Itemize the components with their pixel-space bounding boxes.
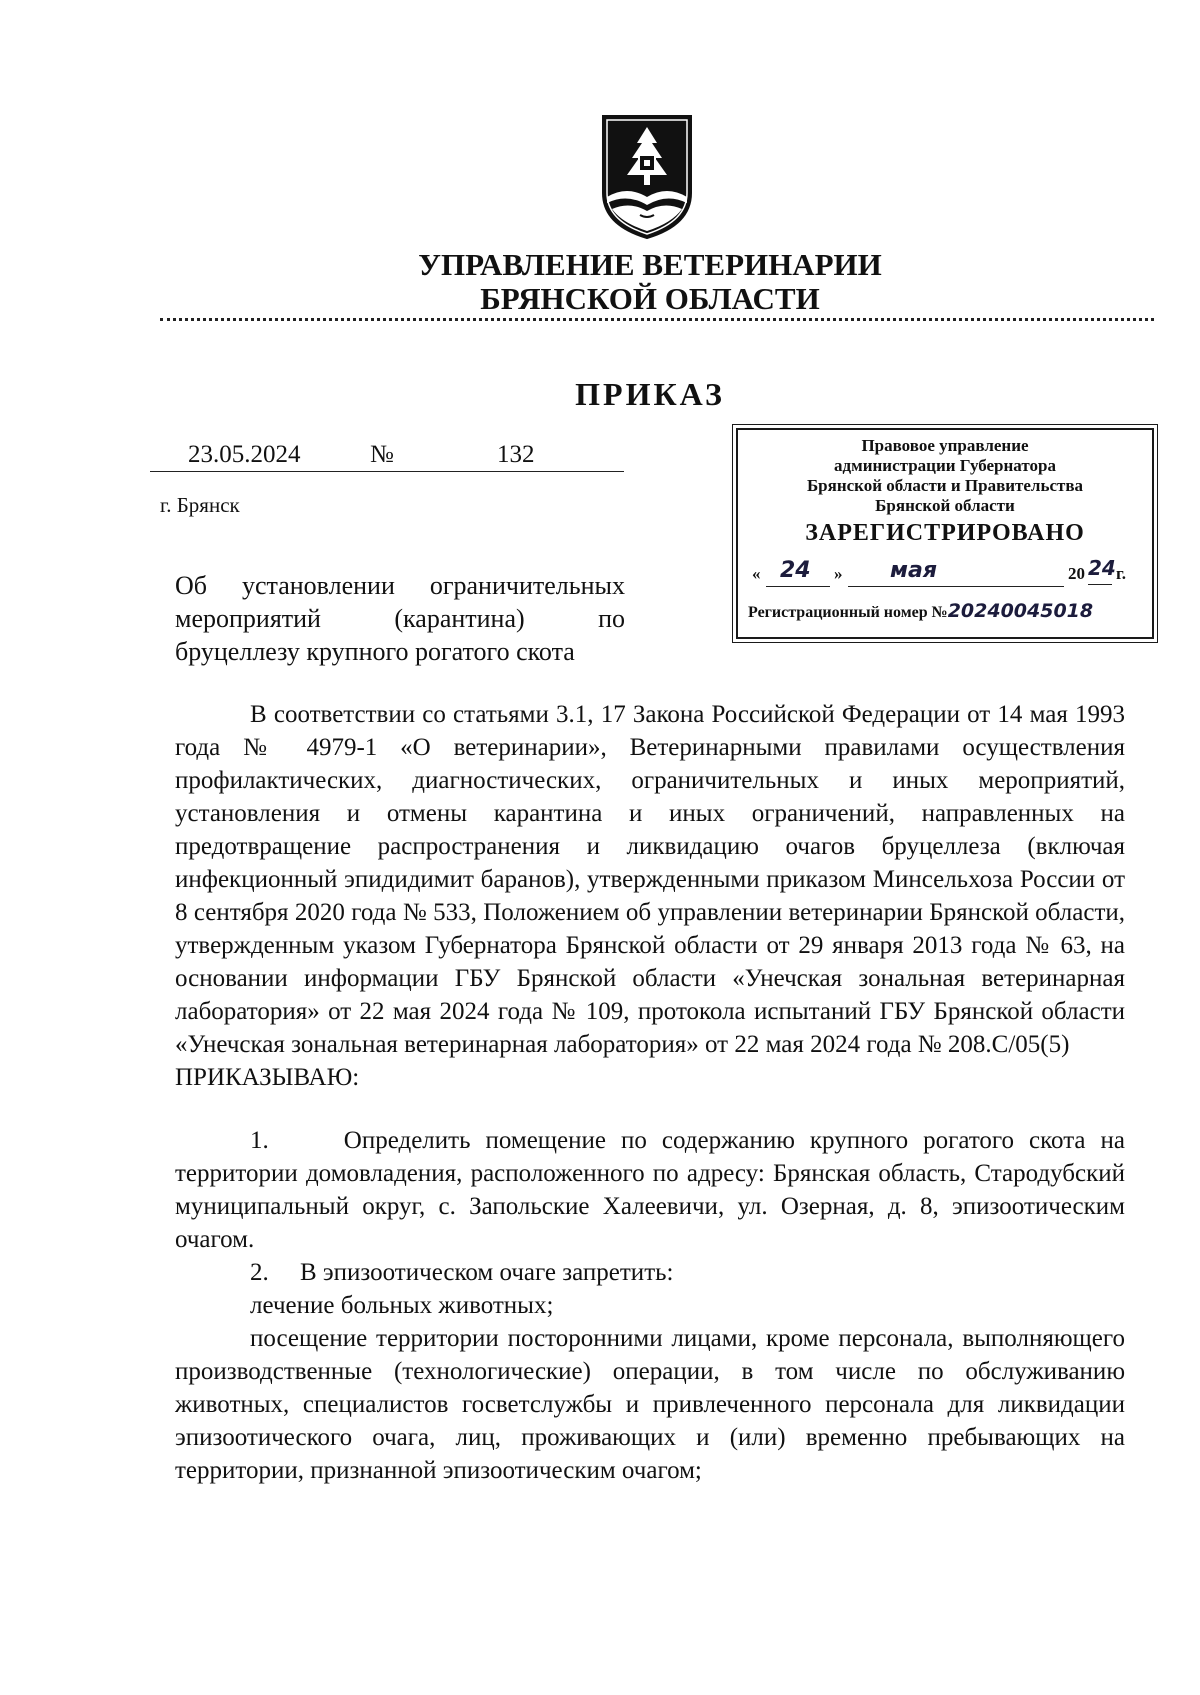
item-2: 2. В эпизоотическом очаге запретить: xyxy=(250,1259,674,1286)
stamp-date-row xyxy=(748,556,1142,592)
item-2-a: лечение больных животных; xyxy=(250,1292,554,1319)
document-title: ПРИКАЗ xyxy=(575,376,725,412)
date-number-underline xyxy=(150,471,624,472)
registration-stamp xyxy=(736,428,1154,639)
item-1: 1. Определить помещение по содержанию крупного рогатого скота на территории домовладения, расположенного по адресу: Брянская область, Стародубский муниципальный округ, с. Запольские Халеевичи, ул. Озерная, д. 8, эпизоотическим очагом. xyxy=(175,1127,1125,1253)
stamp-year-suffix: 24 xyxy=(1088,556,1116,580)
stamp-line1: Правовое управление xyxy=(861,436,1029,455)
order-number-sign: № xyxy=(370,441,394,468)
document-body xyxy=(175,698,1125,1487)
city: г. Брянск xyxy=(160,493,240,517)
agency-name-line2: БРЯНСКОЙ ОБЛАСТИ xyxy=(480,281,820,316)
item-2-b: посещение территории посторонними лицами, кроме персонала, выполняющего производственные (технологические) операции, в том числе по обслуживанию животных, специалистов госветслужбы и привлеченного персонала для ликвидации эпизоотического очага, лиц, проживающих и (или) временно пребывающих на территории, признанной эпизоотическим очагом; xyxy=(175,1325,1125,1484)
stamp-regno-row xyxy=(748,600,1142,622)
subject-line2: мероприятий (карантина) по xyxy=(175,604,625,633)
order-word: ПРИКАЗЫВАЮ: xyxy=(175,1064,360,1091)
order-subject xyxy=(175,569,625,668)
stamp-year-prefix: 20 xyxy=(1068,564,1085,583)
stamp-month: мая xyxy=(890,558,937,583)
stamp-registered: ЗАРЕГИСТРИРОВАНО xyxy=(805,520,1085,546)
stamp-regno-label: Регистрационный номер № xyxy=(748,604,948,621)
stamp-line2: администрации Губернатора xyxy=(834,456,1056,475)
stamp-quote-open: « xyxy=(752,564,761,583)
stamp-day: 24 xyxy=(780,558,811,583)
bryansk-coat-of-arms-icon xyxy=(600,113,694,241)
stamp-year-underline xyxy=(1088,584,1112,585)
header-dotted-divider xyxy=(160,318,1154,321)
order-date: 23.05.2024 xyxy=(188,441,301,468)
stamp-year-unit: г. xyxy=(1116,564,1127,583)
preamble-paragraph: В соответствии со статьями 3.1, 17 Закона Российской Федерации от 14 мая 1993 года № 4979-1 «О ветеринарии», Ветеринарными правилами осуществления профилактических, диагностических, ограничительных и иных мероприятий, установления и отмены карантина и иных ограничений, направленных на предотвращение распространения и ликвидацию очагов бруцеллеза (включая инфекционный эпидидимит баранов), утвержденными приказом Минсельхоза России от 8 сентября 2020 года № 533, Положением об управлении ветеринарии Брянской области, утвержденным указом Губернатора Брянской области от 29 января 2013 года № 63, на основании информации ГБУ Брянской области «Унечская зональная ветеринарная лаборатория» от 22 мая 2024 года № 109, протокола испытаний ГБУ Брянской области «Унечская зональная ветеринарная лаборатория» от 22 мая 2024 года № 208.С/05(5) xyxy=(175,701,1125,1058)
stamp-quote-close: » xyxy=(834,564,843,583)
stamp-line3: Брянской области и Правительства xyxy=(806,476,1084,495)
agency-name-line1: УПРАВЛЕНИЕ ВЕТЕРИНАРИИ xyxy=(418,247,882,282)
subject-line1: Об установлении ограничительных xyxy=(175,571,625,600)
stamp-regno: 20240045018 xyxy=(947,600,1094,622)
stamp-day-underline xyxy=(766,586,830,587)
subject-line3: бруцеллезу крупного рогатого скота xyxy=(175,637,575,666)
stamp-line4: Брянской области xyxy=(875,496,1015,515)
spacer xyxy=(175,1094,1125,1124)
order-number: 132 xyxy=(497,441,535,468)
stamp-month-underline xyxy=(848,586,1064,587)
